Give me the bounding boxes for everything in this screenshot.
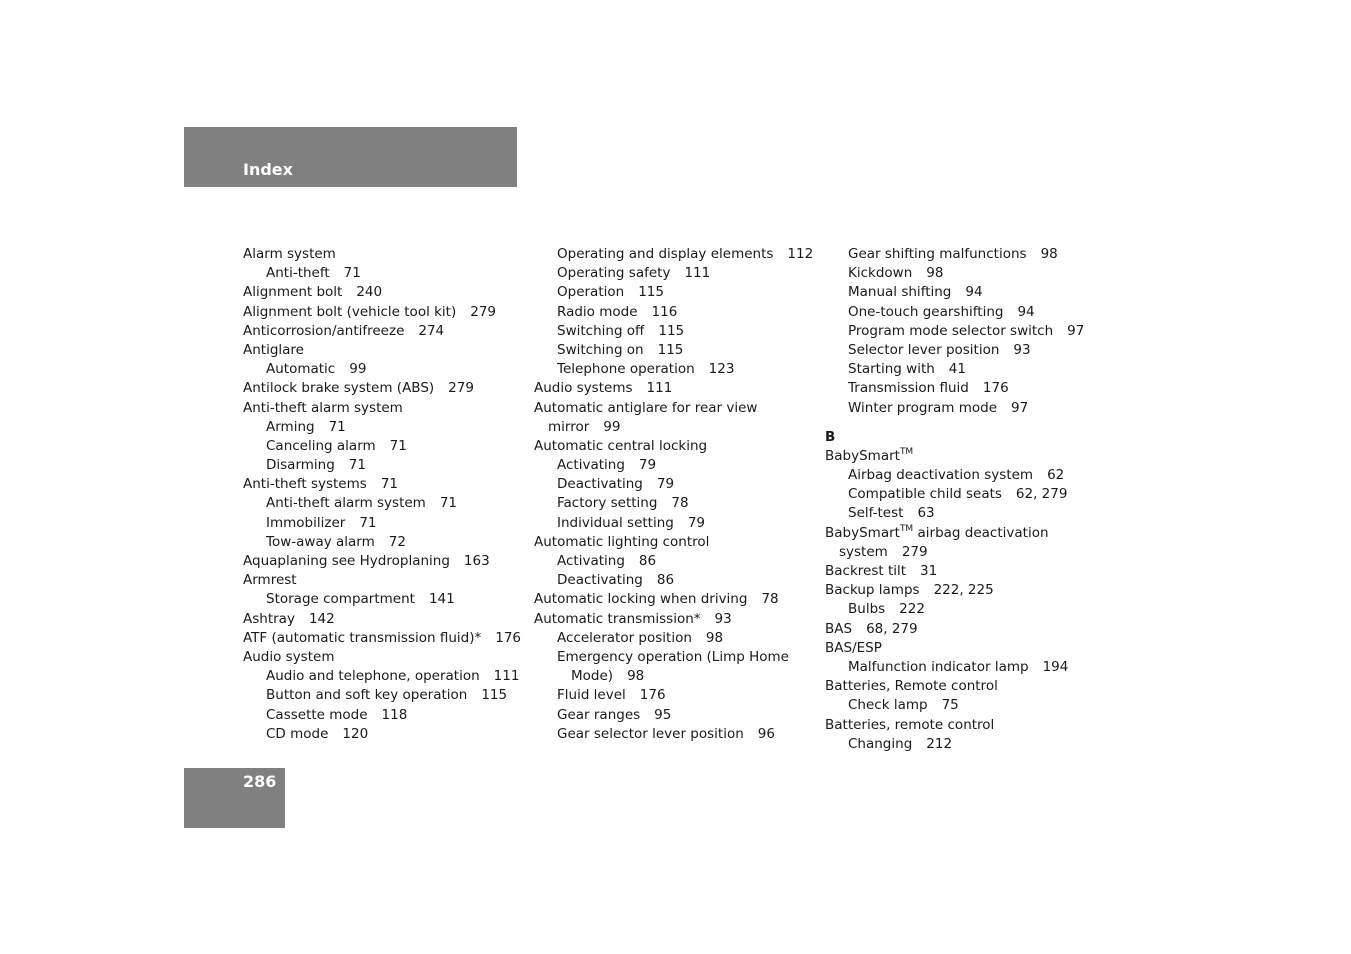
index-column-2 bbox=[534, 245, 813, 744]
page-reference: 97 bbox=[1011, 399, 1029, 416]
page-reference: 71 bbox=[328, 418, 346, 435]
index-subentry bbox=[243, 686, 521, 705]
index-entry bbox=[534, 610, 813, 629]
page-reference: 86 bbox=[656, 572, 675, 589]
entry-text: Audio system bbox=[243, 648, 335, 665]
index-subentry bbox=[534, 706, 813, 725]
index-subentry bbox=[825, 504, 1084, 523]
page-reference: 95 bbox=[654, 706, 672, 723]
index-entry bbox=[825, 716, 1084, 735]
entry-text: Switching off bbox=[557, 322, 645, 339]
page-reference: 71 bbox=[359, 514, 377, 531]
entry-text: BAS/ESP bbox=[825, 639, 882, 656]
entry-text: Audio and telephone, operation bbox=[266, 668, 480, 685]
page-reference: 111 bbox=[646, 380, 673, 397]
page-reference: 118 bbox=[381, 706, 408, 723]
entry-text: Mode) bbox=[571, 668, 614, 685]
index-subentry bbox=[825, 245, 1084, 264]
entry-text: Winter program mode bbox=[848, 399, 998, 416]
page-reference: 62 bbox=[1047, 467, 1065, 484]
entry-text: Automatic central locking bbox=[534, 437, 708, 454]
entry-text: Anti-theft alarm system bbox=[243, 399, 403, 416]
page-reference: 93 bbox=[1013, 341, 1031, 358]
index-entry bbox=[243, 475, 521, 494]
page-reference: 120 bbox=[342, 725, 369, 742]
entry-text: Operation bbox=[557, 284, 625, 301]
trademark-sup: TM bbox=[899, 523, 914, 534]
entry-text: Anticorrosion/antifreeze bbox=[243, 322, 405, 339]
index-entry bbox=[243, 552, 521, 571]
index-subentry bbox=[243, 437, 521, 456]
entry-text: Automatic antiglare for rear view bbox=[534, 399, 758, 416]
index-column-1 bbox=[243, 245, 521, 744]
entry-text: Compatible child seats bbox=[848, 486, 1002, 503]
index-subentry bbox=[825, 466, 1084, 485]
entry-text: BabySmart bbox=[825, 447, 900, 464]
entry-text: Alarm system bbox=[243, 246, 336, 262]
page-reference: 86 bbox=[638, 553, 657, 569]
index-subentry bbox=[825, 696, 1084, 715]
index-subentry bbox=[825, 360, 1084, 379]
entry-text: Fluid level bbox=[557, 687, 626, 704]
page-reference: 31 bbox=[920, 563, 938, 579]
index-subentry bbox=[534, 264, 813, 283]
index-entry bbox=[243, 303, 521, 322]
entry-text: Telephone operation bbox=[557, 361, 695, 378]
entry-text: Manual shifting bbox=[848, 284, 952, 301]
index-subentry bbox=[534, 245, 813, 264]
entry-text: Arming bbox=[266, 418, 315, 435]
entry-text: Gear shifting malfunctions bbox=[848, 246, 1027, 262]
page-reference: 111 bbox=[684, 265, 711, 282]
entry-text: system bbox=[839, 543, 888, 560]
page-reference: 141 bbox=[428, 591, 455, 608]
page-reference: 116 bbox=[651, 303, 678, 320]
page-reference: 123 bbox=[708, 361, 735, 378]
page-reference: 63 bbox=[917, 505, 935, 522]
page-reference: 79 bbox=[638, 457, 657, 474]
index-subentry bbox=[243, 360, 521, 379]
entry-text: Factory setting bbox=[557, 495, 658, 512]
entry-text: Anti-theft systems bbox=[243, 476, 367, 493]
index-column-3 bbox=[825, 245, 1084, 754]
page-reference: 71 bbox=[343, 265, 361, 282]
entry-text: Individual setting bbox=[557, 514, 674, 531]
index-entry bbox=[534, 533, 813, 552]
index-entry bbox=[243, 571, 521, 590]
entry-text: Button and soft key operation bbox=[266, 687, 468, 704]
page-reference: 176 bbox=[495, 629, 522, 646]
entry-text: Armrest bbox=[243, 572, 297, 589]
entry-text: Selector lever position bbox=[848, 341, 1000, 358]
index-entry bbox=[534, 379, 813, 398]
index-entry bbox=[243, 629, 521, 648]
index-subentry bbox=[825, 283, 1084, 302]
page-number-box bbox=[184, 768, 285, 828]
page-reference: 99 bbox=[603, 418, 621, 435]
page-reference: 176 bbox=[982, 380, 1009, 397]
entry-text: Ashtray bbox=[243, 610, 295, 627]
page-reference: 72 bbox=[388, 533, 406, 550]
entry-text: B bbox=[825, 428, 836, 445]
index-entry bbox=[243, 379, 521, 398]
header-bar bbox=[184, 127, 517, 187]
entry-text: Radio mode bbox=[557, 303, 638, 320]
entry-text: Cassette mode bbox=[266, 706, 368, 723]
entry-text: Check lamp bbox=[848, 697, 928, 714]
entry-text: Switching on bbox=[557, 341, 644, 358]
entry-text: Operating safety bbox=[557, 265, 671, 282]
index-entry bbox=[825, 639, 1084, 658]
page-reference: 115 bbox=[638, 284, 664, 301]
index-entry bbox=[534, 399, 813, 418]
entry-text: Activating bbox=[557, 553, 625, 569]
page-reference: 212 bbox=[926, 735, 953, 752]
entry-text: Canceling alarm bbox=[266, 437, 376, 454]
index-entry bbox=[243, 341, 521, 360]
index-entry bbox=[243, 322, 521, 341]
page-reference: 222 bbox=[899, 601, 925, 618]
page-reference: 93 bbox=[714, 610, 732, 627]
index-entry bbox=[243, 399, 521, 418]
index-subentry bbox=[243, 514, 521, 533]
entry-text: Deactivating bbox=[557, 572, 643, 589]
index-subentry bbox=[825, 264, 1084, 283]
entry-text: Automatic locking when driving bbox=[534, 591, 748, 608]
entry-text: Anti-theft alarm system bbox=[266, 495, 426, 512]
entry-text: Bulbs bbox=[848, 601, 886, 618]
entry-text: Activating bbox=[557, 457, 625, 474]
index-subentry bbox=[825, 322, 1084, 341]
page-reference: 94 bbox=[965, 284, 983, 301]
page-reference: 78 bbox=[671, 495, 689, 512]
index-entry bbox=[534, 590, 813, 609]
index-entry bbox=[825, 562, 1084, 581]
index-subentry bbox=[243, 590, 521, 609]
index-entry bbox=[534, 437, 813, 456]
page-reference: 142 bbox=[308, 610, 335, 627]
entry-text: Automatic transmission* bbox=[534, 610, 701, 627]
index-subentry bbox=[243, 706, 521, 725]
page-reference: 75 bbox=[941, 697, 959, 714]
entry-text: Storage compartment bbox=[266, 591, 415, 608]
index-subentry bbox=[534, 283, 813, 302]
page-reference: 98 bbox=[705, 629, 724, 646]
index-subentry bbox=[534, 456, 813, 475]
entry-text-suffix: airbag deactivation bbox=[913, 524, 1049, 541]
entry-text: One-touch gearshifting bbox=[848, 303, 1004, 320]
page-reference: 79 bbox=[656, 476, 675, 493]
page-reference: 62, 279 bbox=[1015, 486, 1068, 503]
entry-text: Tow-away alarm bbox=[266, 533, 375, 550]
page-reference: 115 bbox=[657, 341, 684, 358]
page-reference: 71 bbox=[389, 437, 407, 454]
page-reference: 163 bbox=[463, 553, 490, 569]
index-subentry bbox=[534, 571, 813, 590]
page-reference: 240 bbox=[356, 284, 383, 301]
page-reference: 68, 279 bbox=[866, 620, 918, 637]
entry-text: Gear selector lever position bbox=[557, 725, 744, 742]
index-entry bbox=[243, 610, 521, 629]
entry-text: Transmission fluid bbox=[848, 380, 969, 397]
page-reference: 98 bbox=[627, 668, 645, 685]
entry-text: CD mode bbox=[266, 725, 329, 742]
entry-text: Airbag deactivation system bbox=[848, 467, 1034, 484]
entry-text: Operating and display elements bbox=[557, 246, 774, 262]
page-number: 286 bbox=[243, 772, 277, 791]
entry-text: BabySmart bbox=[825, 524, 900, 541]
index-subentry bbox=[534, 686, 813, 705]
index-subentry bbox=[825, 341, 1084, 360]
index-subentry bbox=[825, 399, 1084, 418]
page-reference: 274 bbox=[418, 322, 445, 339]
entry-text: Changing bbox=[848, 735, 913, 752]
entry-text: Disarming bbox=[266, 457, 335, 474]
index-subentry bbox=[243, 533, 521, 552]
page-reference: 99 bbox=[349, 361, 367, 378]
index-subentry bbox=[534, 494, 813, 513]
page-reference: 71 bbox=[380, 476, 398, 493]
index-entry bbox=[825, 543, 1084, 562]
index-entry bbox=[825, 524, 1084, 543]
page-reference: 41 bbox=[948, 361, 966, 378]
entry-text: Malfunction indicator lamp bbox=[848, 658, 1029, 675]
entry-text: Backrest tilt bbox=[825, 563, 907, 579]
page-title: Index bbox=[243, 160, 293, 179]
page-reference: 98 bbox=[926, 265, 944, 282]
index-letter-heading bbox=[825, 428, 1084, 447]
entry-text: Kickdown bbox=[848, 265, 913, 282]
index-subentry bbox=[534, 725, 813, 744]
entry-text: Program mode selector switch bbox=[848, 322, 1054, 339]
entry-text: Gear ranges bbox=[557, 706, 641, 723]
index-entry bbox=[825, 620, 1084, 639]
index-entry bbox=[825, 581, 1084, 600]
entry-text: Batteries, Remote control bbox=[825, 678, 998, 695]
page-reference: 115 bbox=[481, 687, 508, 704]
page-reference: 96 bbox=[757, 725, 775, 742]
entry-text: Immobilizer bbox=[266, 514, 346, 531]
index-entry bbox=[243, 648, 521, 667]
page-reference: 279 bbox=[470, 303, 497, 320]
index-subentry bbox=[534, 667, 813, 686]
entry-text: Alignment bolt (vehicle tool kit) bbox=[243, 303, 457, 320]
page-reference: 94 bbox=[1017, 303, 1035, 320]
index-subentry bbox=[243, 494, 521, 513]
index-subentry bbox=[534, 360, 813, 379]
index-subentry bbox=[825, 379, 1084, 398]
entry-text: Deactivating bbox=[557, 476, 643, 493]
index-subentry bbox=[825, 735, 1084, 754]
page-reference: 71 bbox=[439, 495, 458, 512]
index-subentry bbox=[825, 303, 1084, 322]
page-reference: 279 bbox=[448, 380, 474, 397]
index-entry bbox=[243, 283, 521, 302]
page-reference: 111 bbox=[493, 668, 520, 685]
page-reference: 176 bbox=[639, 687, 666, 704]
index-subentry bbox=[243, 667, 521, 686]
index-subentry bbox=[534, 648, 813, 667]
index-entry bbox=[825, 447, 1084, 466]
entry-text: Accelerator position bbox=[557, 629, 692, 646]
index-subentry bbox=[534, 303, 813, 322]
entry-text: BAS bbox=[825, 620, 853, 637]
entry-text: Automatic bbox=[266, 361, 336, 378]
index-subentry bbox=[825, 658, 1084, 677]
entry-text: Antiglare bbox=[243, 341, 304, 358]
index-subentry bbox=[825, 485, 1084, 504]
page-reference: 279 bbox=[901, 543, 928, 560]
page-reference: 78 bbox=[761, 591, 779, 608]
index-subentry bbox=[243, 456, 521, 475]
entry-text: Alignment bolt bbox=[243, 284, 343, 301]
index-subentry bbox=[825, 600, 1084, 619]
index-entry bbox=[825, 677, 1084, 696]
entry-text: Starting with bbox=[848, 361, 935, 378]
page-reference: 71 bbox=[348, 457, 366, 474]
entry-text: Batteries, remote control bbox=[825, 716, 995, 733]
entry-text: Emergency operation (Limp Home bbox=[557, 648, 789, 665]
index-subentry bbox=[243, 725, 521, 744]
entry-text: Audio systems bbox=[534, 380, 633, 397]
entry-text: mirror bbox=[548, 418, 590, 435]
entry-text: Anti-theft bbox=[266, 265, 330, 282]
index-entry bbox=[534, 418, 813, 437]
index-subentry bbox=[534, 552, 813, 571]
trademark-sup: TM bbox=[899, 446, 914, 457]
index-subentry bbox=[534, 322, 813, 341]
page-reference: 98 bbox=[1040, 246, 1058, 262]
index-subentry bbox=[534, 341, 813, 360]
page-reference: 194 bbox=[1042, 658, 1069, 675]
page-reference: 112 bbox=[787, 246, 814, 262]
page-reference: 222, 225 bbox=[933, 582, 994, 599]
entry-text: Backup lamps bbox=[825, 582, 920, 599]
index-subentry bbox=[243, 264, 521, 283]
entry-text: Automatic lighting control bbox=[534, 533, 710, 550]
entry-text: Antilock brake system (ABS) bbox=[243, 380, 435, 397]
page-reference: 79 bbox=[687, 514, 706, 531]
entry-text: ATF (automatic transmission fluid)* bbox=[243, 629, 482, 646]
index-subentry bbox=[243, 418, 521, 437]
entry-text: Self-test bbox=[848, 505, 904, 522]
index-subentry bbox=[534, 629, 813, 648]
page-reference: 115 bbox=[658, 322, 685, 339]
index-subentry bbox=[534, 475, 813, 494]
index-entry bbox=[243, 245, 521, 264]
entry-text: Aquaplaning see Hydroplaning bbox=[243, 553, 450, 569]
index-subentry bbox=[534, 514, 813, 533]
page-reference: 97 bbox=[1067, 322, 1085, 339]
